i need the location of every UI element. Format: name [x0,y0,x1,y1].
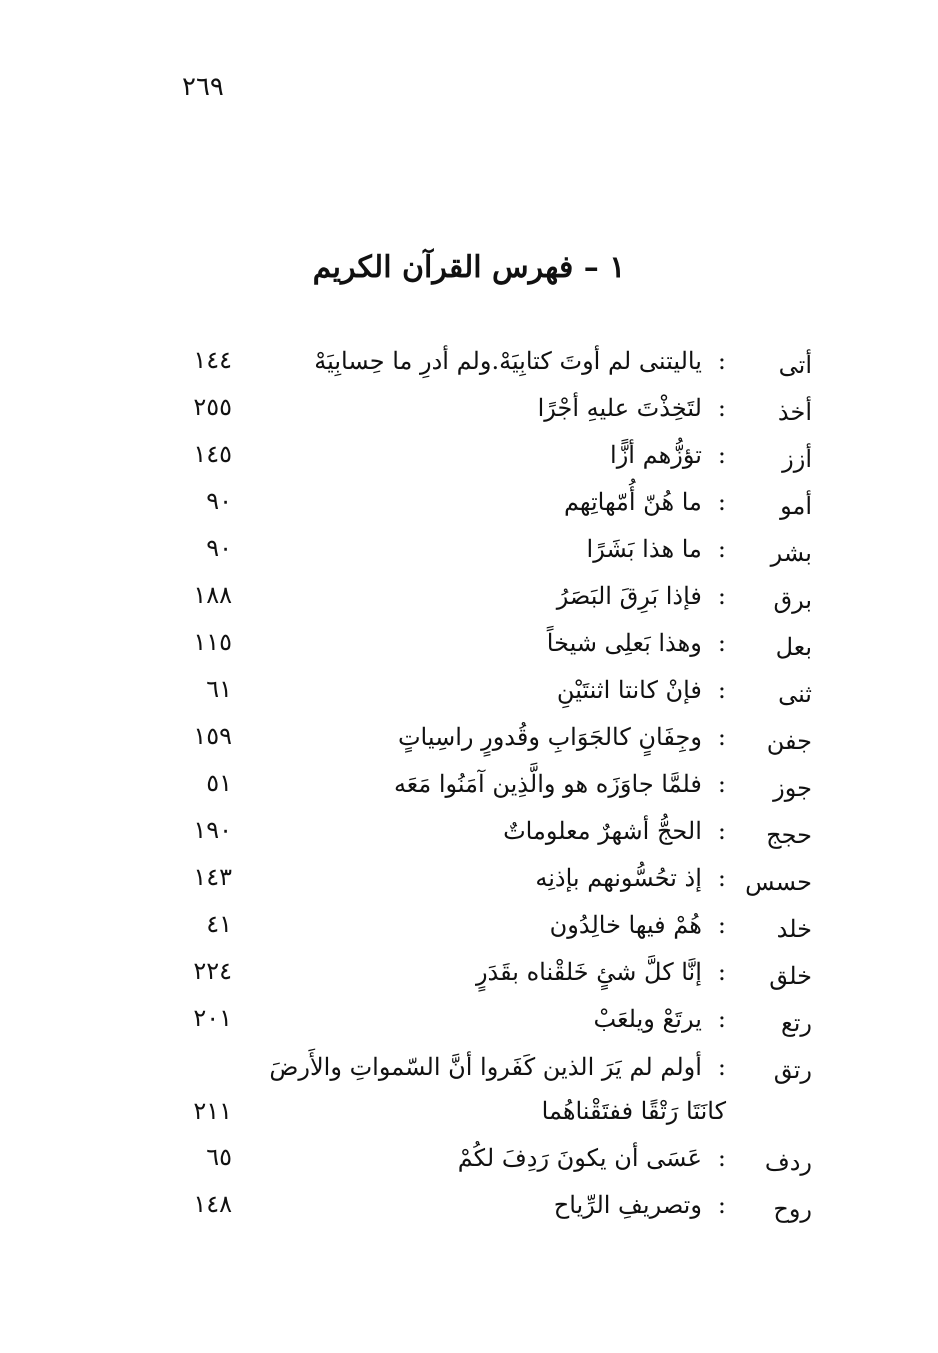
entry-page: ١٤٨ [193,1190,232,1218]
index-entry [0,622,938,669]
entry-page: ٩٠ [206,487,232,515]
index-entry [0,1137,938,1184]
entry-separator: : [717,958,726,986]
entry-verse: عَسَى أن يكونَ رَدِفَ لكُمْ [457,1144,702,1172]
entry-verse-line [256,1184,726,1226]
entry-verse-line [256,434,726,476]
index-list [0,340,938,1231]
entry-verse-line [256,1045,726,1133]
entry-verse-line [256,340,726,382]
entry-separator: : [717,347,726,375]
entry-page: ٢٠١ [193,1004,232,1032]
entry-root: حجج [766,821,812,849]
entry-separator: : [717,1005,726,1033]
entry-page: ٢١١ [193,1097,232,1125]
entry-verse: ياليتنى لم أوتَ كتابِيَهْ.ولم أدرِ ما حِسابِيَهْ [314,347,702,375]
entry-verse: لتَخِذْتَ عليهِ أجْرًا [537,394,702,422]
entry-separator: : [717,1191,726,1219]
entry-verse: فلمَّا جاوَزَه هو والَّذِين آمَنُوا مَعَه [393,770,702,798]
entry-root: بشر [770,539,812,567]
entry-root: حسس [745,868,812,896]
entry-separator: : [717,676,726,704]
index-entry [0,998,938,1045]
entry-page: ١٩٠ [193,816,232,844]
entry-root: أتى [778,351,812,379]
entry-root: أزز [782,445,812,473]
entry-verse-line [256,810,726,852]
entry-verse-line [256,575,726,617]
entry-verse-line [256,951,726,993]
entry-separator: : [717,629,726,657]
entry-separator: : [717,1144,726,1172]
index-entry [0,387,938,434]
index-entry [0,1045,938,1137]
index-entry [0,528,938,575]
index-entry [0,763,938,810]
entry-root: جفن [766,727,812,755]
entry-verse-line [256,528,726,570]
index-entry [0,340,938,387]
entry-root: رتع [780,1009,812,1037]
entry-verse-line [256,857,726,899]
entry-verse-line [256,763,726,805]
index-entry [0,669,938,716]
entry-root: روح [773,1195,812,1223]
entry-separator: : [717,723,726,751]
entry-verse: يرتَعْ ويلعَبْ [593,1005,702,1033]
index-entry [0,434,938,481]
entry-verse: فإذا بَرِقَ البَصَرُ [556,582,702,610]
index-entry [0,716,938,763]
entry-separator: : [717,394,726,422]
index-entry [0,857,938,904]
entry-verse: أولم لم يَرَ الذين كَفَروا أنَّ السّمواتِ والأَرضَ كانَتَا رَتْقًا ففتَقْناهُما [269,1053,726,1125]
entry-verse-line [256,481,726,523]
entry-page: ٦١ [206,675,232,703]
entry-page: ١٤٤ [193,346,232,374]
entry-root: خلق [769,962,812,990]
index-entry [0,904,938,951]
entry-verse: هُمْ فيها خالِدُون [549,911,702,939]
entry-page: ١٥٩ [193,722,232,750]
entry-root: رتق [773,1056,812,1084]
entry-verse-line [256,998,726,1040]
entry-verse: فإنْ كانتا اثنتَيْنِ [556,676,702,704]
entry-separator: : [717,864,726,892]
entry-page: ٤١ [206,910,232,938]
page-title: ١ – فهرس القرآن الكريم [312,250,626,285]
entry-page: ١٤٥ [193,440,232,468]
entry-separator: : [717,535,726,563]
entry-verse: تؤزُّهم أزًّا [610,441,702,469]
entry-root: أمو [780,492,812,520]
index-entry [0,951,938,998]
index-entry [0,1184,938,1231]
entry-root: خلد [776,915,812,943]
entry-verse-line [256,1137,726,1179]
entry-verse-line [256,387,726,429]
entry-separator: : [717,441,726,469]
entry-verse: وهذا بَعلِى شيخاً [546,629,702,657]
entry-verse-line [256,622,726,664]
entry-separator: : [717,582,726,610]
entry-separator: : [717,488,726,516]
entry-page: ٥١ [206,769,232,797]
entry-verse-line [256,904,726,946]
entry-verse: إذ تحُسُّونهم بإذنِه [535,864,702,892]
index-entry [0,481,938,528]
entry-root: جوز [773,774,812,802]
entry-separator: : [717,1053,726,1081]
entry-verse: وتصريفِ الرِّياح [553,1191,702,1219]
entry-root: ثنى [778,680,812,708]
entry-verse: الحجُّ أشهرٌ معلوماتٌ [503,817,702,845]
entry-verse: إنَّا كلَّ شئٍ خَلقْناه بقَدَرٍ [475,958,702,986]
entry-page: ٩٠ [206,534,232,562]
page-number: ٢٦٩ [182,72,224,102]
entry-page: ١١٥ [193,628,232,656]
entry-separator: : [717,911,726,939]
entry-root: بعل [775,633,812,661]
entry-page: ٦٥ [206,1143,232,1171]
entry-separator: : [717,770,726,798]
entry-root: أخذ [777,398,812,426]
entry-page: ٢٥٥ [193,393,232,421]
entry-verse-line [256,669,726,711]
entry-verse: وجِفَانٍ كالجَوَابِ وقُدورٍ راسِياتٍ [397,723,702,751]
index-entry [0,810,938,857]
index-entry [0,575,938,622]
entry-page: ١٨٨ [193,581,232,609]
entry-verse: ما هذا بَشَرًا [586,535,702,563]
entry-page: ٢٢٤ [193,957,232,985]
entry-root: ردف [764,1148,812,1176]
entry-root: برق [773,586,812,614]
entry-verse: ما هُنّ أُمّهاتِهم [563,488,702,516]
entry-verse-line [256,716,726,758]
entry-page: ١٤٣ [193,863,232,891]
entry-separator: : [717,817,726,845]
